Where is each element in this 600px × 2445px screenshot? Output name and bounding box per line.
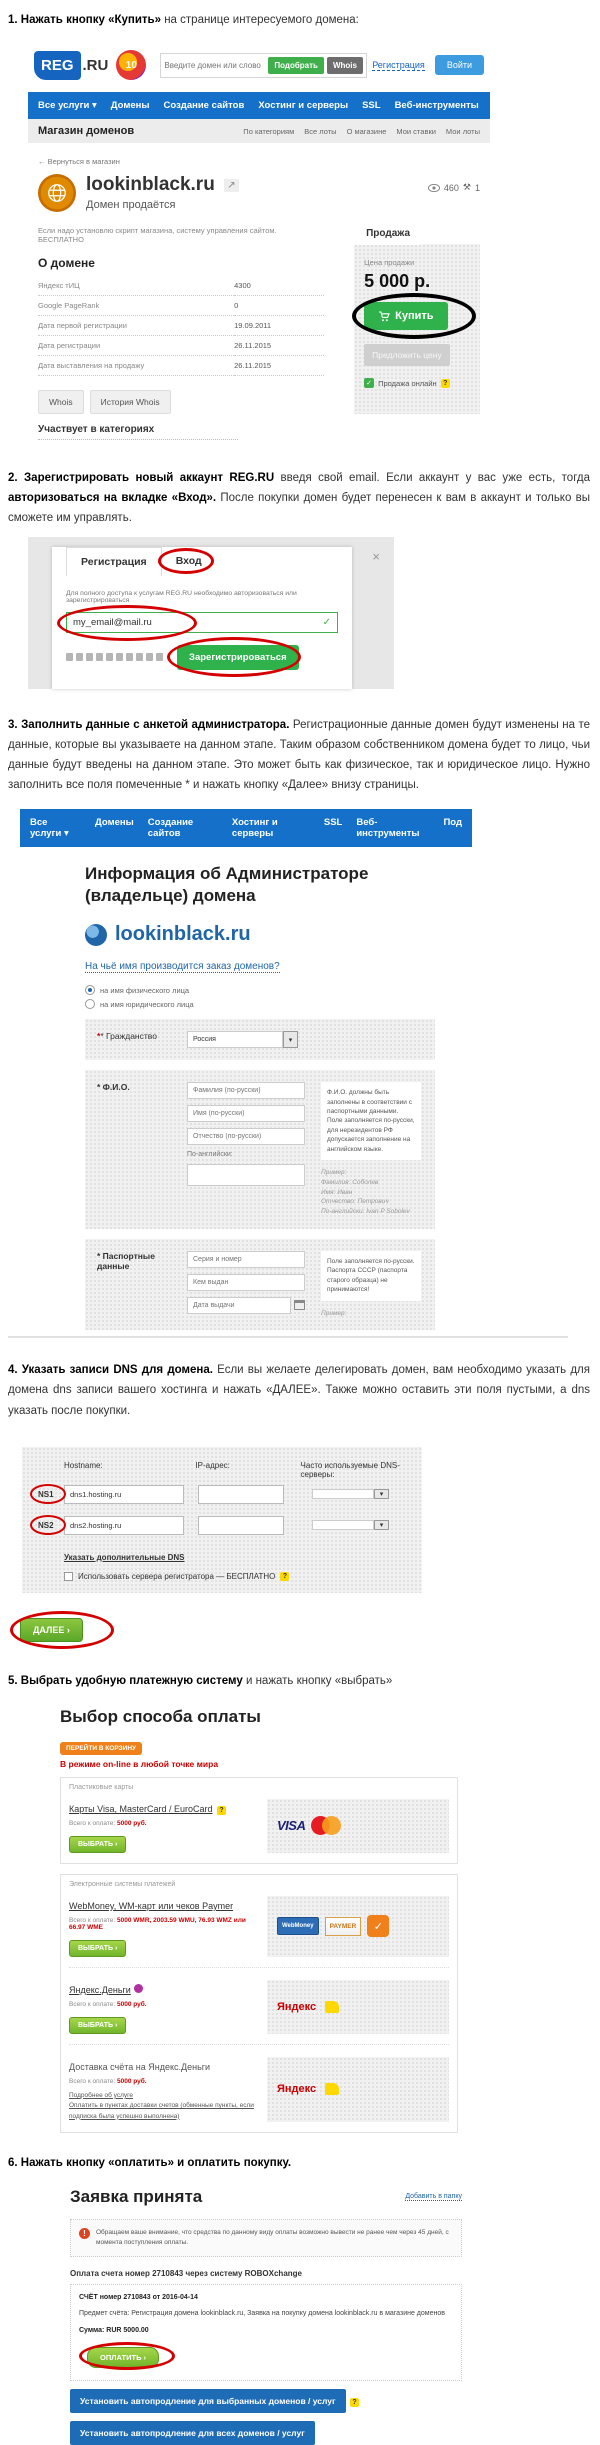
- screenshot-payment-selection: [60, 1707, 458, 2133]
- back-to-shop-link[interactable]: ← Вернуться в магазин: [38, 157, 120, 167]
- nav-ssl[interactable]: SSL: [323, 817, 343, 828]
- pay-at-points-link[interactable]: Оплатить в пунктах доставки счетов (обменные пункты, если подписка была успешно выполнена): [69, 2102, 254, 2120]
- method-name-link[interactable]: Яндекс.Деньги: [69, 1984, 131, 1995]
- autorenew-all-button[interactable]: Установить автопродление для всех доменов / услуг: [70, 2421, 315, 2445]
- nav-support[interactable]: Поддержка: [492, 100, 546, 112]
- offer-price-button[interactable]: Предложить цену: [364, 344, 450, 366]
- subnav-by-category[interactable]: По категориям: [243, 126, 295, 136]
- nav-all-services[interactable]: Все услуги ▾: [30, 817, 69, 839]
- invoice-pay-line: Оплата счета номер 2710843 через систему ROBOXchange: [70, 2268, 302, 2278]
- payment-method-invoice-delivery: Доставка счёта на Яндекс.Деньги Всего к оплате: 5000 руб. Подробнее об услуге Оплатить в пунктах доставки счетов (обменные пункты, если подписка была успешно выполнена) Яндекс: [69, 2057, 449, 2122]
- radio-company-row[interactable]: на имя юридического лица: [85, 999, 600, 1009]
- payment-method-visa: Карты Visa, MasterCard / EuroCard ? Всего к оплате: 5000 руб. ВЫБРАТЬ › VISA: [69, 1799, 449, 1853]
- group-label: Электронные системы платежей: [69, 1880, 176, 1888]
- admin-form-heading: Информация об Администраторе (владельце) домена: [85, 864, 369, 906]
- passport-date-field[interactable]: [187, 1297, 291, 1314]
- chevron-down-icon: ▾: [374, 1489, 389, 1499]
- regru-logo[interactable]: REG: [34, 51, 81, 80]
- step5-text: 5. Выбрать удобную платежную систему и нажать кнопку «выбрать»: [8, 1674, 393, 1687]
- price-label: Цена продажи: [364, 258, 415, 268]
- close-icon[interactable]: ×: [372, 548, 380, 564]
- sale-panel: [354, 222, 480, 440]
- passport-help-text: Поле заполняется по-русски. Паспорта СССР (паспорта старого образца) не принимаются!: [321, 1251, 421, 1301]
- ns1-ip-input[interactable]: [198, 1485, 284, 1504]
- next-button[interactable]: ДАЛЕЕ ›: [20, 1618, 83, 1642]
- subnav-all-lots[interactable]: Все лоты: [304, 126, 337, 136]
- buy-button[interactable]: Купить: [364, 302, 447, 330]
- domain-info-table: [38, 276, 324, 376]
- order-name-question-link[interactable]: На чьё имя производится заказ доменов?: [85, 961, 280, 973]
- passport-issuer-field[interactable]: [187, 1274, 305, 1291]
- tutorial-page: [0, 10, 600, 2439]
- invoice-box: [70, 2284, 462, 2382]
- nav-hosting[interactable]: Хостинг и серверы: [258, 100, 349, 112]
- categories-section-title[interactable]: Участвует в категориях: [38, 424, 238, 440]
- patronymic-field[interactable]: [187, 1128, 305, 1145]
- social-login-icons[interactable]: [66, 653, 163, 661]
- views-eye-icon: [428, 184, 440, 192]
- online-sale-check-icon: ✓: [364, 378, 374, 388]
- help-icon[interactable]: ?: [350, 2398, 359, 2407]
- domain-status: Домен продаётся: [86, 199, 176, 212]
- payment-group-cards: [60, 1777, 458, 1864]
- nav-all-services[interactable]: Все услуги ▾: [38, 100, 97, 112]
- hostname-column-label: Hostname:: [64, 1460, 103, 1470]
- registration-link[interactable]: Регистрация: [372, 59, 425, 70]
- radio-person[interactable]: [85, 985, 95, 995]
- ns1-dns-select[interactable]: [312, 1489, 389, 1499]
- subnav-my-bids[interactable]: Мои ставки: [396, 126, 436, 136]
- ns2-hostname-input[interactable]: [64, 1516, 184, 1535]
- ns2-dns-select[interactable]: [312, 1520, 389, 1530]
- table-row: Дата выставления на продажу 26.11.2015: [38, 356, 324, 376]
- warning-icon: !: [79, 2228, 90, 2239]
- help-icon[interactable]: ?: [217, 1806, 226, 1815]
- payment-method-yandex-money: Яндекс.Деньги Всего к оплате: 5000 руб. ВЫБРАТЬ › Яндекс: [69, 1980, 449, 2045]
- sale-price: 5 000 р.: [364, 271, 431, 292]
- anniversary-badge: 10: [116, 50, 146, 80]
- ip-column-label: IP-адрес:: [195, 1460, 230, 1470]
- fio-row: * Ф.И.О. Фамилия (по-русски) Имя (по-русски) Отчество (по-русски) По-английски: Ф.И.О. должны быть заполнены в соответствии с паспортными данными. Поле заполняется по-русски, для нерезидентов РФ допускается заполнение на английском языке. Пример: Фамилия: Соболев Имя: Иван Отчество: Петрович По-английски: Ivan P Sobolev: [85, 1070, 435, 1229]
- invoice-subject: Предмет счёта: Регистрация домена lookinblack.ru, Заявка на покупку домена lookinblack.ru в магазине доменов: [79, 2310, 445, 2318]
- ns1-label: NS1: [38, 1490, 64, 1499]
- bids-count: 1: [474, 182, 480, 193]
- valid-check-icon: ✓: [322, 616, 331, 628]
- about-domain-title: О домене: [38, 256, 95, 271]
- nav-domains[interactable]: Домены: [95, 817, 134, 828]
- pay-button[interactable]: ОПЛАТИТЬ ›: [87, 2347, 159, 2368]
- sale-tab[interactable]: Продажа: [354, 222, 422, 245]
- online-note: В режиме on-line в любой точке мира: [60, 1758, 219, 1769]
- nav-hosting[interactable]: Хостинг и серверы: [231, 817, 278, 839]
- screenshot-regru-domain-page: [28, 38, 546, 444]
- method-name-link[interactable]: WebMoney, WM-карт или чеков Paymer: [69, 1900, 234, 1911]
- invoice-number: СЧЁТ номер 2710843 от 2016-04-14: [79, 2293, 198, 2301]
- use-registrar-label: Использовать сервера регистратора — БЕСПЛАТНО: [78, 1571, 276, 1581]
- more-about-service-link[interactable]: Подробнее об услуге: [69, 2091, 133, 2099]
- help-icon[interactable]: ?: [441, 379, 450, 388]
- payment-method-webmoney: WebMoney, WM-карт или чеков Paymer Всего к оплате: 5000 WMR, 2003.59 WMU, 76.93 WMZ или 66.97 WME ВЫБРАТЬ › WebMoney PAYMER ✓: [69, 1896, 449, 1968]
- register-button[interactable]: Зарегистрироваться: [177, 645, 299, 670]
- nav-ssl[interactable]: SSL: [362, 100, 381, 112]
- screenshot-cut-edge: [8, 1330, 568, 1338]
- visa-logo: VISA: [277, 1818, 306, 1834]
- whois-info-button[interactable]: Whois: [38, 390, 84, 414]
- method-name: Доставка счёта на Яндекс.Деньги: [69, 2061, 211, 2072]
- subnav-my-lots[interactable]: Мои лоты: [445, 126, 480, 136]
- globe-icon: [85, 924, 107, 946]
- radio-company[interactable]: [85, 999, 95, 1009]
- domain-globe-icon: [38, 174, 76, 212]
- add-dns-link[interactable]: Указать дополнительные DNS: [64, 1552, 185, 1562]
- group-label: Пластиковые карты: [69, 1783, 134, 1791]
- english-label: По-английски:: [187, 1151, 233, 1159]
- bids-gavel-icon: ⚒: [462, 182, 471, 193]
- step2-text: 2. Зарегистрировать новый аккаунт REG.RU введя свой email. Если аккаунт у вас уже есть, тогда авторизоваться на вкладке «Вход». После покупки домен будет перенесен к вам в аккаунт и только вы сможете им управлять.: [8, 472, 590, 525]
- surname-field[interactable]: [187, 1082, 305, 1099]
- screenshot-register-modal: [28, 537, 394, 689]
- auth-modal: [52, 547, 380, 689]
- paymer-logo: PAYMER: [325, 1917, 362, 1936]
- shop-subnav: [28, 119, 490, 143]
- method-name-link[interactable]: Карты Visa, MasterCard / EuroCard: [69, 1803, 213, 1814]
- table-row: Яндекс тИЦ 4300: [38, 276, 324, 296]
- yandex-money-icon: [134, 1984, 143, 1993]
- payment-title: Выбор способа оплаты: [60, 1706, 261, 1726]
- invoice-amount: Сумма: RUR 5000.00: [79, 2326, 149, 2334]
- step6-text: 6. Нажать кнопку «оплатить» и оплатить покупку.: [8, 2157, 292, 2169]
- main-navbar: [20, 809, 472, 847]
- tab-login[interactable]: Вход: [162, 547, 216, 576]
- screenshot-dns-form: [0, 1447, 600, 1651]
- whois-button[interactable]: Whois: [327, 57, 363, 74]
- warning-text: Обращаем ваше внимание, что средства по данному виду оплаты возможно вывести не ранее чем через 45 дней, с момента поступления оплаты.: [96, 2229, 449, 2246]
- yandex-wallet-icon: [325, 2083, 339, 2095]
- seller-note: Если надо установлю скрипт магазина, систему управления сайтом. БЕСПЛАТНО: [38, 226, 277, 245]
- search-submit-button[interactable]: Подобрать: [268, 57, 324, 74]
- main-navbar: [28, 92, 546, 119]
- whois-history-button[interactable]: История Whois: [90, 390, 171, 414]
- table-row: Дата регистрации 26.11.2015: [38, 336, 324, 356]
- step1-text: 1. Нажать кнопку «Купить» на странице интересуемого домена:: [8, 14, 359, 26]
- email-field-wrap: [66, 612, 338, 633]
- table-row: Google PageRank 0: [38, 296, 324, 316]
- payment-warning-box: [70, 2219, 462, 2257]
- nav-site-creation[interactable]: Создание сайтов: [163, 100, 245, 112]
- autorenew-selected-button[interactable]: Установить автопродление для выбранных доменов / услуг: [70, 2389, 346, 2413]
- auth-info-text: Для полного доступа к услугам REG.RU необходимо авторизоваться или зарегистрироваться: [66, 589, 297, 604]
- radio-person-row[interactable]: на имя физического лица: [85, 985, 600, 995]
- nav-domains[interactable]: Домены: [110, 100, 150, 112]
- nav-webtools[interactable]: Веб-инструменты: [394, 100, 479, 112]
- choose-button[interactable]: ВЫБРАТЬ ›: [69, 1940, 126, 1957]
- help-icon[interactable]: ?: [280, 1572, 289, 1581]
- yandex-wallet-icon: [325, 2001, 339, 2013]
- yandex-logo: Яндекс: [277, 2000, 317, 2013]
- site-header: [28, 38, 490, 92]
- regru-logo-ru: .RU: [82, 56, 109, 74]
- ns2-label: NS2: [38, 1521, 64, 1530]
- tab-registration[interactable]: Регистрация: [66, 547, 162, 576]
- nav-site-creation[interactable]: Создание сайтов: [147, 817, 194, 839]
- cart-icon: [378, 311, 390, 322]
- step4-text: 4. Указать записи DNS для домена. Если вы желаете делегировать домен, вам необходимо указать для домена dns записи вашего хостинга и нажать «ДАЛЕЕ». Также можно оставить эти поля пустыми, а dns указать после покупки.: [8, 1364, 590, 1417]
- mastercard-logo: [311, 1816, 341, 1835]
- step1-bold: 1. Нажать кнопку «Купить»: [8, 14, 162, 26]
- chevron-down-icon: ▾: [283, 1031, 298, 1048]
- domain-name: lookinblack.ru: [86, 174, 215, 196]
- shop-title: Магазин доменов: [38, 125, 135, 138]
- subnav-about-shop[interactable]: О магазине: [346, 126, 387, 136]
- citizenship-select[interactable]: Россия ▾: [187, 1031, 298, 1048]
- payment-group-emoney: [60, 1874, 458, 2133]
- calendar-icon[interactable]: [294, 1300, 305, 1310]
- chevron-down-icon: ▾: [374, 1520, 389, 1530]
- yandex-logo: Яндекс: [277, 2083, 317, 2096]
- citizenship-row: ** Гражданство Россия ▾: [85, 1019, 435, 1060]
- ns1-hostname-input[interactable]: [64, 1485, 184, 1504]
- order-domain-name: lookinblack.ru: [115, 923, 251, 946]
- step3-text: 3. Заполнить данные с анкетой администратора. Регистрационные данные домен будут изменены на те данные, которые вы указываете на данном этапе. Таким образом собственником домена будет то лицо, чьи данные будут введены на данном этапе. Это может быть как физическое, так и юридическое лицо. Нужно заполнить все поля помеченные * и нажать кнопку «Далее» внизу страницы.: [8, 718, 590, 791]
- verified-shield-icon: ✓: [367, 1915, 389, 1937]
- login-button[interactable]: Войти: [435, 55, 484, 75]
- nav-webtools[interactable]: Веб-инструменты: [356, 817, 420, 839]
- english-name-field[interactable]: [187, 1164, 305, 1186]
- table-row: Дата первой регистрации 19.09.2011: [38, 316, 324, 336]
- order-accepted-title: Заявка принята: [70, 2187, 203, 2207]
- add-to-folder-link[interactable]: Добавить в папку: [405, 2193, 462, 2201]
- online-sale-label: Продажа онлайн: [378, 378, 437, 388]
- fio-help-text: Ф.И.О. должны быть заполнены в соответствии с паспортными данными. Поле заполняется по-русски, для нерезидентов РФ допускается заполнение на английском языке.: [321, 1082, 421, 1160]
- search-input[interactable]: [164, 61, 268, 70]
- firstname-field[interactable]: [187, 1105, 305, 1122]
- dns-servers-column-label: Часто используемые DNS-серверы:: [300, 1460, 400, 1479]
- nav-support[interactable]: Под: [443, 817, 463, 828]
- goto-cart-badge[interactable]: ПЕРЕЙТИ В КОРЗИНУ: [60, 1742, 142, 1755]
- ns2-ip-input[interactable]: [198, 1516, 284, 1535]
- passport-row: * Паспортные данные Серия и номер Кем выдан Дата выдачи Поле заполняется по-русски. Паспорта СССР (паспорта старого образца) не принимаются! Пример:: [85, 1239, 435, 1330]
- use-registrar-checkbox[interactable]: [64, 1572, 73, 1581]
- choose-button[interactable]: ВЫБРАТЬ ›: [69, 1836, 126, 1853]
- external-link-icon[interactable]: ↗: [224, 179, 238, 192]
- screenshot-admin-form: [0, 809, 600, 1338]
- webmoney-logo: WebMoney: [277, 1917, 319, 1935]
- views-count: 460: [443, 182, 459, 193]
- domain-search: [160, 53, 367, 78]
- email-field[interactable]: [73, 617, 323, 628]
- passport-series-field[interactable]: [187, 1251, 305, 1268]
- choose-button[interactable]: ВЫБРАТЬ ›: [69, 2017, 126, 2034]
- screenshot-order-accepted: [70, 2187, 462, 2445]
